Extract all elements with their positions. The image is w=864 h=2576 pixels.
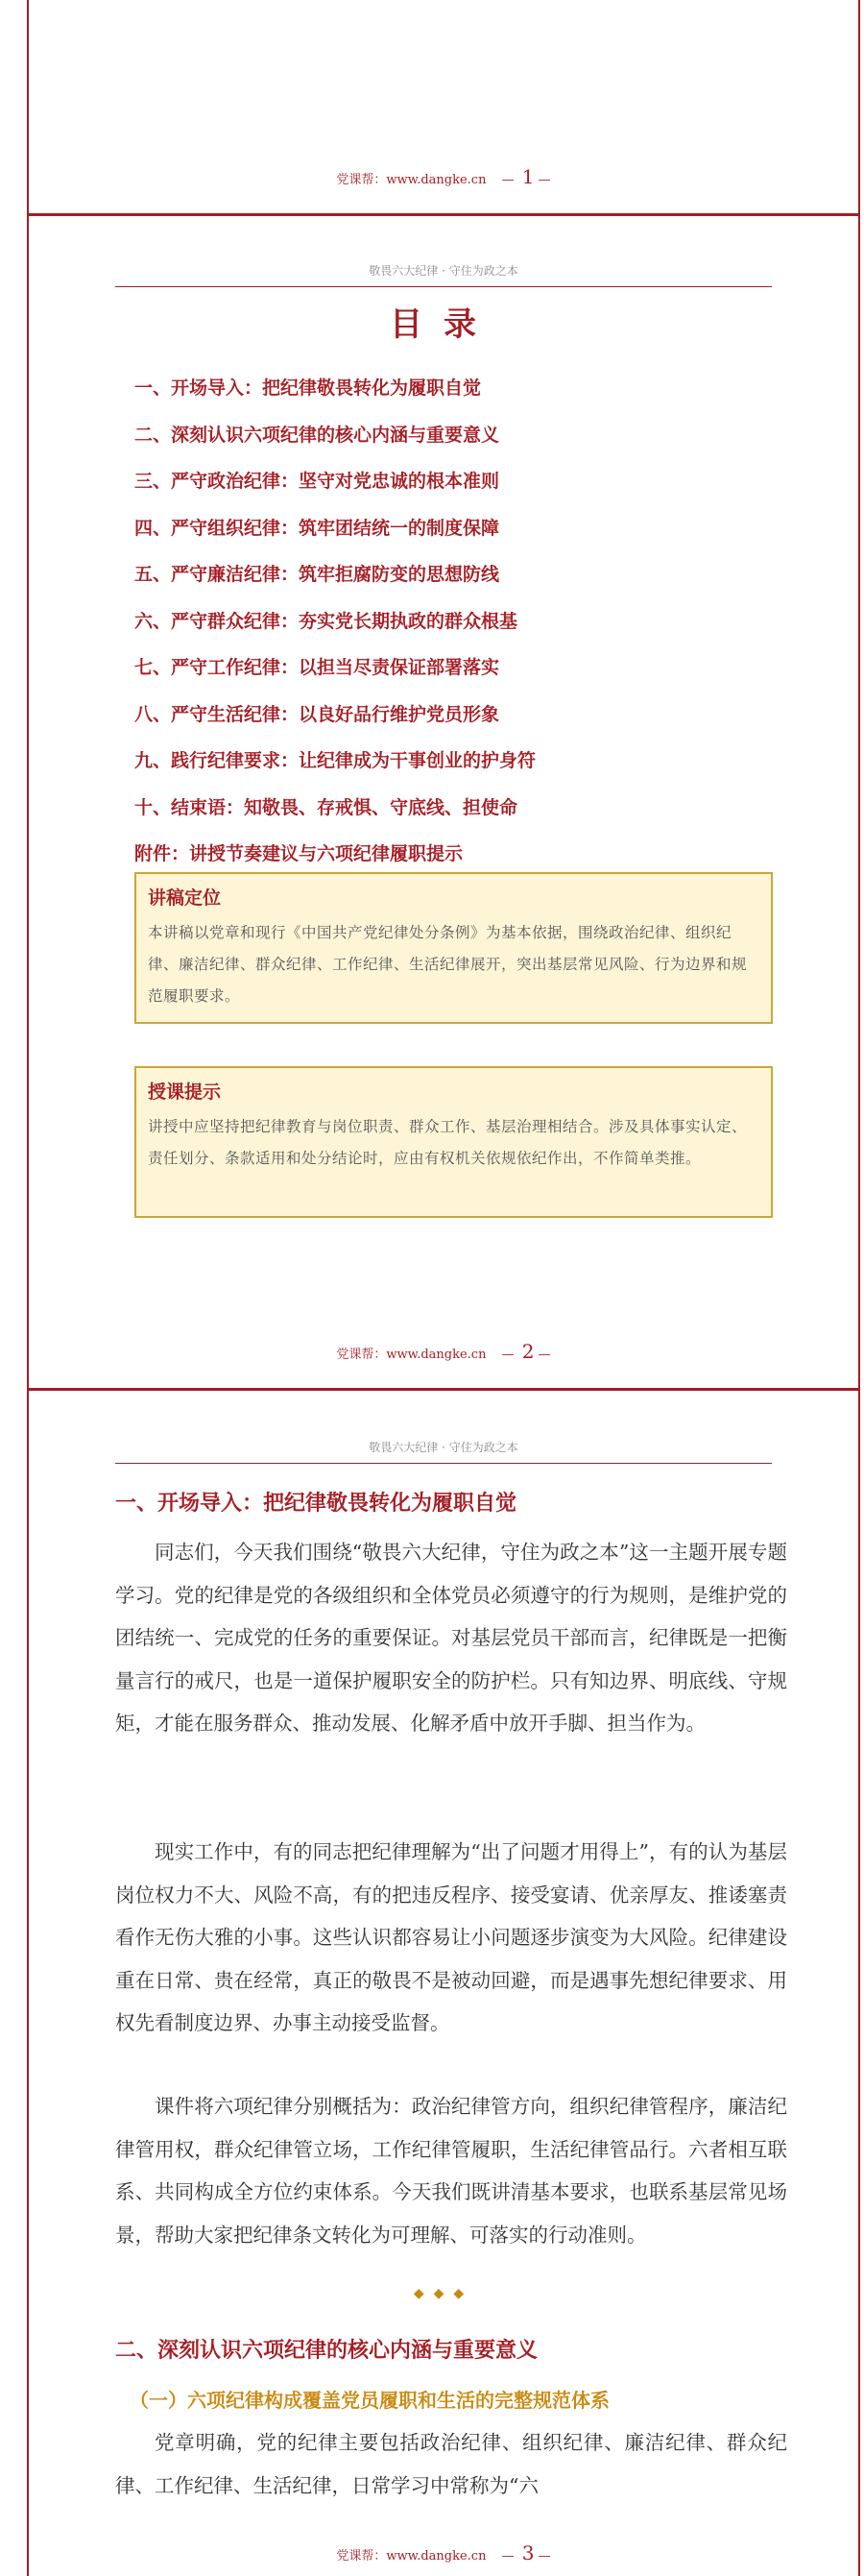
toc-item[interactable]: 十、结束语：知敬畏、存戒惧、守底线、担使命 [134, 796, 518, 818]
body-paragraph: 同志们，今天我们围绕“敬畏六大纪律，守住为政之本”这一主题开展专题学习。党的纪律是党的各级组织和全体党员必须遵守的行为规则，是维护党的团结统一、完成党的任务的重要保证。对基层党员干部而言，纪律既是一把衡量言行的戒尺，也是一道保护履职安全的防护栏。只有知边界、明底线、守规矩，才能在服务群众、推动发展、化解矛盾中放开手脚、担当作为。 [115, 1541, 787, 1735]
toc-list [134, 365, 768, 878]
running-header: 敬畏六大纪律 · 守住为政之本 [115, 1439, 772, 1464]
running-header: 敬畏六大纪律 · 守住为政之本 [115, 262, 772, 287]
section-heading: 二、深刻认识六项纪律的核心内涵与重要意义 [115, 2339, 539, 2363]
box-text: 讲授中应坚持把纪律教育与岗位职责、群众工作、基层治理相结合。涉及具体事实认定、责任划分、条款适用和处分结论时，应由有权机关依规依纪作出，不作简单类推。 [148, 1118, 748, 1167]
box-title: 讲稿定位 [148, 887, 222, 909]
footer-dash: — [538, 2549, 551, 2564]
toc-item[interactable]: 六、严守群众纪律：夯实党长期执政的群众根基 [134, 610, 518, 632]
toc-title: 目录 [390, 305, 497, 344]
section-divider: ◆◆◆ [413, 2286, 474, 2301]
footer-site-label: 党课帮：www.dangke.cn [336, 173, 487, 187]
body-paragraph: 党章明确，党的纪律主要包括政治纪律、组织纪律、廉洁纪律、群众纪律、工作纪律、生活纪律，日常学习中常称为“六 [115, 2431, 787, 2497]
toc-item[interactable]: 七、严守工作纪律：以担当尽责保证部署落实 [134, 657, 500, 678]
subsection-heading: （一）六项纪律构成覆盖党员履职和生活的完整规范体系 [130, 2389, 610, 2412]
toc-item[interactable]: 四、严守组织纪律：筑牢团结统一的制度保障 [134, 517, 500, 539]
toc-item[interactable]: 九、践行纪律要求：让纪律成为干事创业的护身符 [134, 750, 537, 771]
body-paragraph: 现实工作中，有的同志把纪律理解为“出了问题才用得上”，有的认为基层岗位权力不大、风险不高，有的把违反程序、接受宴请、优亲厚友、推诿塞责看作无伤大雅的小事。这些认识都容易让小问题逐步演变为大风险。纪律建设重在日常、贵在经常，真正的敬畏不是被动回避，而是遇事先想纪律要求、用权先看制度边界、办事主动接受监督。 [115, 1840, 787, 2034]
page-footer [29, 165, 858, 188]
teaching-tips-box [134, 1066, 773, 1218]
footer-dash: — [538, 173, 551, 187]
footer-dash: — [501, 1348, 515, 1362]
toc-item[interactable]: 三、严守政治纪律：坚守对党忠诚的根本准则 [134, 471, 500, 492]
box-text: 本讲稿以党章和现行《中国共产党纪律处分条例》为基本依据，围绕政治纪律、组织纪律、廉洁纪律、群众纪律、工作纪律、生活纪律展开，突出基层常见风险、行为边界和规范履职要求。 [148, 924, 748, 1005]
document [27, 0, 860, 2576]
footer-site-label: 党课帮：www.dangke.cn [336, 2549, 487, 2564]
page-2 [29, 216, 858, 1388]
box-title: 授课提示 [148, 1081, 222, 1103]
footer-dash: — [501, 173, 515, 187]
page-number: 2 [521, 1340, 535, 1363]
page-1 [29, 0, 858, 213]
page-3 [29, 1391, 858, 2576]
page-number: 3 [521, 2541, 535, 2564]
toc-item[interactable]: 一、开场导入：把纪律敬畏转化为履职自觉 [134, 377, 482, 399]
toc-item[interactable]: 附件：讲授节奏建议与六项纪律履职提示 [134, 843, 464, 864]
positioning-box [134, 872, 773, 1024]
page-footer [29, 1340, 858, 1363]
footer-site-label: 党课帮：www.dangke.cn [336, 1348, 487, 1362]
footer-dash: — [501, 2549, 515, 2564]
toc-item[interactable]: 八、严守生活纪律：以良好品行维护党员形象 [134, 703, 500, 725]
page-footer [29, 2541, 858, 2564]
toc-item[interactable]: 五、严守廉洁纪律：筑牢拒腐防变的思想防线 [134, 564, 500, 585]
footer-dash: — [538, 1348, 551, 1362]
toc-item[interactable]: 二、深刻认识六项纪律的核心内涵与重要意义 [134, 424, 500, 446]
section-heading: 一、开场导入：把纪律敬畏转化为履职自觉 [115, 1492, 517, 1516]
page-number: 1 [521, 165, 535, 188]
body-paragraph: 课件将六项纪律分别概括为：政治纪律管方向，组织纪律管程序，廉洁纪律管用权，群众纪律管立场，工作纪律管履职，生活纪律管品行。六者相互联系、共同构成全方位约束体系。今天我们既讲清基本要求，也联系基层常见场景，帮助大家把纪律条文转化为可理解、可落实的行动准则。 [115, 2095, 787, 2247]
